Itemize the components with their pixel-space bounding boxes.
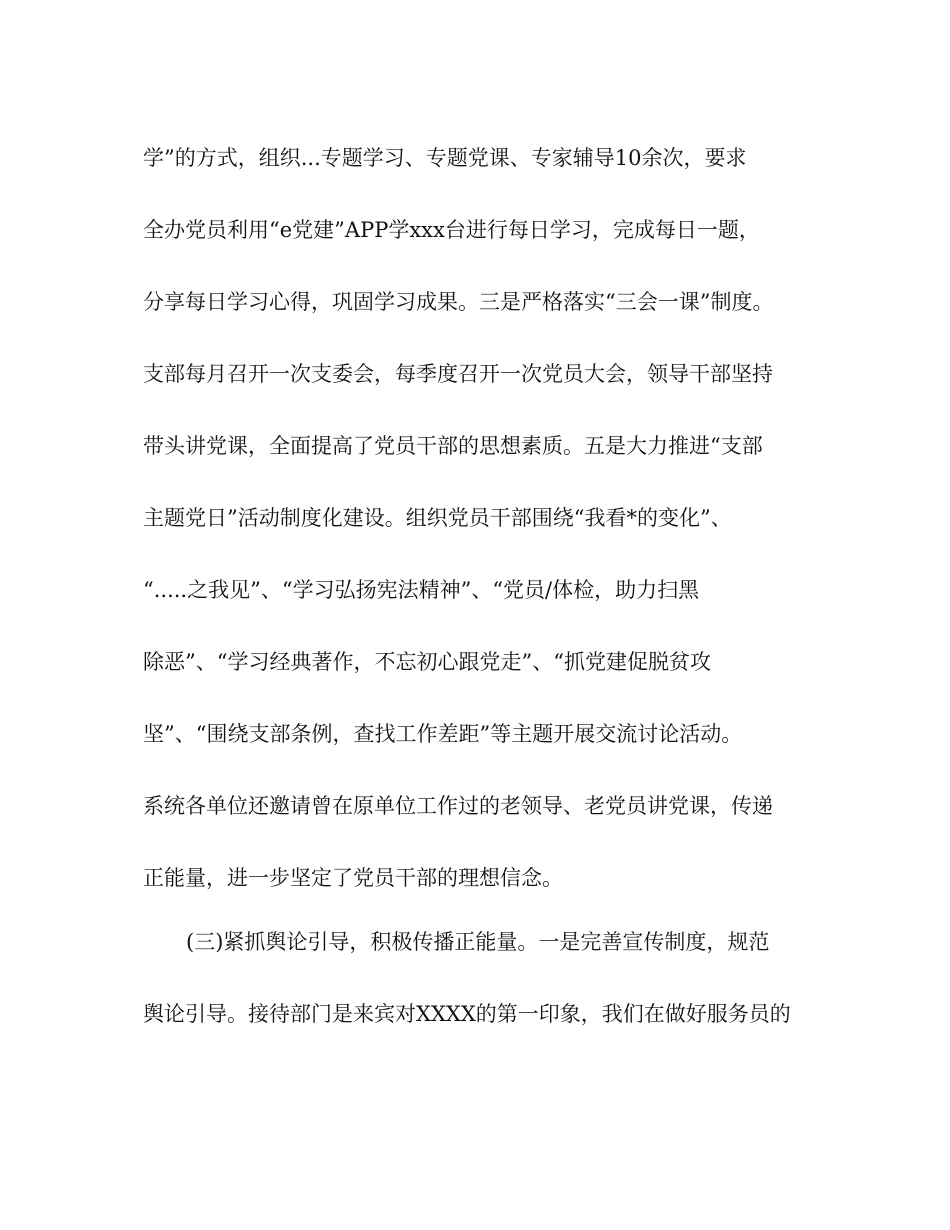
text-line: 全办党员利用“e党建”APP学xxx台进行每日学习，完成每日一题， xyxy=(143,218,760,242)
text-line: 带头讲党课，全面提高了党员干部的思想素质。五是大力推进“支部 xyxy=(143,434,763,458)
text-line: 正能量，进一步坚定了党员干部的理想信念。 xyxy=(143,866,563,890)
text-line: 舆论引导。接待部门是来宾对XXXX的第一印象，我们在做好服务员的 xyxy=(143,1002,791,1026)
text-line: 主题党日”活动制度化建设。组织党员干部围绕“我看*的变化”、 xyxy=(143,506,732,530)
section-heading-line: (三)紧抓舆论引导，积极传播正能量。一是完善宣传制度，规范 xyxy=(186,930,770,954)
text-line: 除恶”、“学习经典著作，不忘初心跟党走”、“抓党建促脱贫攻 xyxy=(143,650,711,674)
text-line: 支部每月召开一次支委会，每季度召开一次党员大会，领导干部坚持 xyxy=(143,362,773,386)
text-line: 系统各单位还邀请曾在原单位工作过的老领导、老党员讲党课，传递 xyxy=(143,794,773,818)
text-line: “.....之我见”、“学习弘扬宪法精神”、“党员/体检，助力扫黑 xyxy=(143,578,700,602)
text-line: 坚”、“围绕支部条例，查找工作差距”等主题开展交流讨论活动。 xyxy=(143,722,743,746)
text-line: 分享每日学习心得，巩固学习成果。三是严格落实“三会一课”制度。 xyxy=(143,290,774,314)
text-line: 学”的方式，组织...专题学习、专题党课、专家辅导10余次，要求 xyxy=(143,146,747,170)
